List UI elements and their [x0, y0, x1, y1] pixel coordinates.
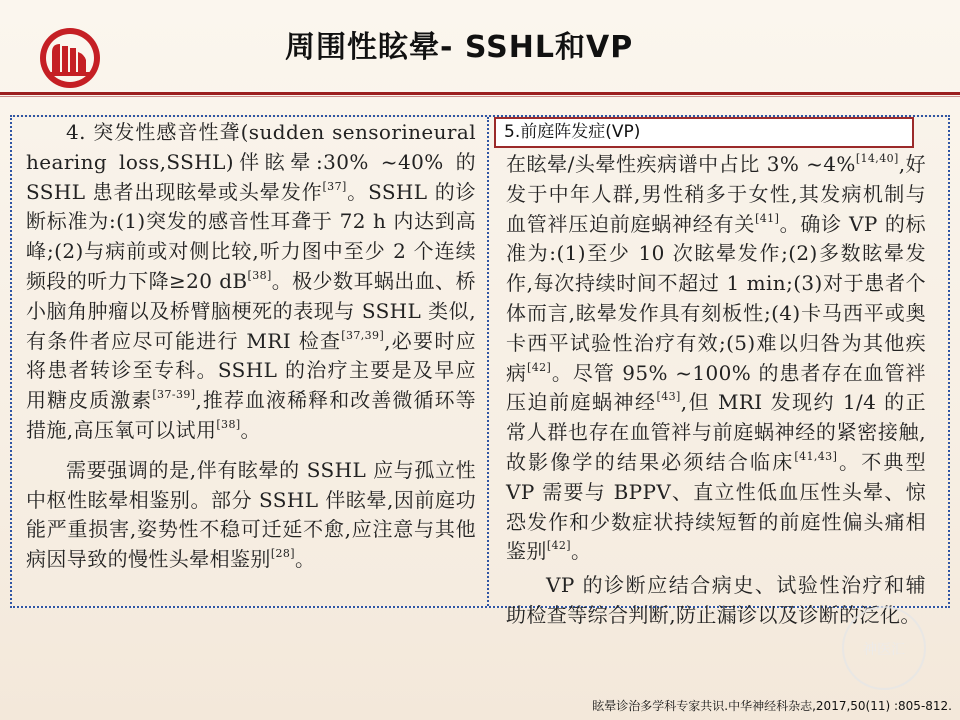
- slide-title: 周围性眩晕- SSHL和VP: [285, 30, 634, 65]
- citation-ref: [42]: [527, 360, 552, 374]
- citation-ref: [28]: [270, 547, 295, 561]
- citation-ref: [37]: [322, 179, 347, 193]
- vp-diagnosis-paragraph: VP 的诊断应结合病史、试验性治疗和辅助检查等综合判断,防止漏诊以及诊断的泛化。: [506, 573, 926, 627]
- title-divider: [0, 92, 960, 95]
- vp-paragraph: 在眩晕/头晕性疾病谱中占比 3% ~4%[14,40],好发于中年人群,男性稍多于女性,其发病机制与血管袢压迫前庭蜗神经有关[41]。确诊 VP 的标准为:(1)至少 10 次眩晕发作;(2)多数眩晕发作,每次持续时间不超过 1 min;(3)对于患者个体而言,眩晕发作具有刻板性;(4)卡马西平或奥卡西平试验性治疗有效;(5)难以归咎为其他疾病[42]。尽管 95% ~100% 的患者存在血管袢压迫前庭蜗神经[43],但 MRI 发现约 1/4 的正常人群也存在血管袢与前庭蜗神经的紧密接触,故影像学的结果必须结合临床[41,43]。不典型 VP 需要与 BPPV、直立性低血压性头晕、惊恐发作和少数症状持续短暂的前庭性偏头痛相鉴别[42]。: [506, 152, 926, 564]
- citation-ref: [41]: [755, 211, 780, 225]
- sshl-differential-paragraph: 需要强调的是,伴有眩晕的 SSHL 应与孤立性中枢性眩晕相鉴别。部分 SSHL 伴眩晕,因前庭功能严重损害,姿势性不稳可迁延不愈,应注意与其他病因导致的慢性头晕相鉴别[28]。: [26, 457, 476, 572]
- citation-ref: [14,40]: [855, 152, 899, 165]
- source-citation: 眩晕诊治多学科专家共识.中华神经科杂志,2017,50(11) :805-812.: [592, 699, 952, 713]
- sshl-column: [26, 118, 476, 575]
- hospital-logo-icon: [38, 26, 102, 90]
- sshl-paragraph: 4. 突发性感音性聋(sudden sensorineural hearing loss,SSHL)伴眩晕:30% ~40% 的 SSHL 患者出现眩晕或头晕发作[37]。SSHL 的诊断标准为:(1)突发的感音性耳聋于 72 h 内达到高峰;(2)与病前或对侧比较,听力图中至少 2 个连续频段的听力下降≥20 dB[38]。极少数耳蜗出血、桥小脑角肿瘤以及桥臂脑梗死的表现与 SSHL 类似,有条件者应尽可能进行 MRI 检查[37,39],必要时应将患者转诊至专科。SSHL 的治疗主要是及早应用糖皮质激素[37-39],推荐血液稀释和改善微循环等措施,高压氧可以试用[38]。: [26, 120, 477, 442]
- watermark-stamp: 神医汇: [842, 606, 926, 690]
- column-divider: [487, 117, 489, 606]
- title-divider-thin: [0, 96, 960, 97]
- citation-ref: [43]: [656, 390, 681, 404]
- vp-column: [506, 150, 926, 631]
- citation-ref: [37-39]: [152, 388, 196, 402]
- citation-ref: [38]: [216, 417, 241, 431]
- citation-ref: [42]: [546, 539, 571, 553]
- vp-section-label: 5.前庭阵发症(VP): [494, 117, 914, 148]
- citation-ref: [41,43]: [794, 449, 838, 463]
- citation-ref: [37,39]: [341, 328, 385, 342]
- citation-ref: [38]: [247, 268, 272, 282]
